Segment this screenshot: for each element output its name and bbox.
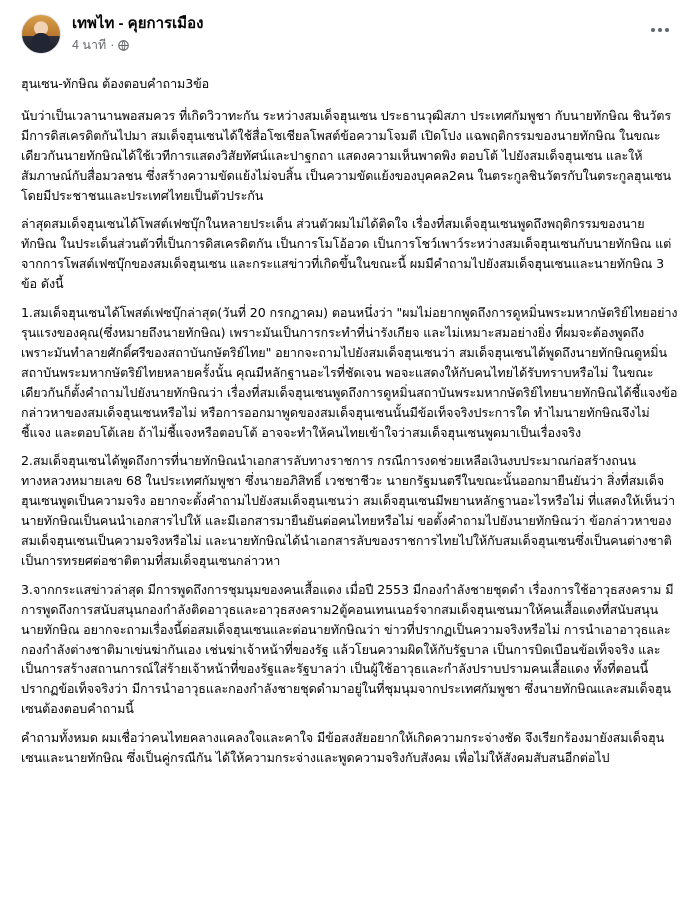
more-dot [665,28,669,32]
avatar[interactable] [21,14,61,54]
meta-separator: · [110,38,115,52]
post-timestamp[interactable]: 4 นาที [72,38,107,52]
post-paragraph: คำถามทั้งหมด ผมเชื่อว่าคนไทยคลางแคลงใจและคาใจ มีข้อสงสัยอยากให้เกิดความกระจ่างชัด จึงเรียกร้องมายังสมเด็จฮุนเซนและนายทักษิณ ซึ่งเป็นคู่กรณีกัน ได้ให้ความกระจ่างและพูดความจริงกับสังคม เพื่อไม่ให้สังคมสับสนอีกต่อไป [21,730,665,766]
globe-icon[interactable] [118,40,129,51]
author-block [72,14,203,55]
post-paragraph: 2.สมเด็จฮุนเซนได้พูดถึงการที่นายทักษิณนำเอกสารลับทางราชการ กรณีการงดช่วยเหลือเงินงบประมาณก่อสร้างถนนทางหลวงหมายเลข 68 ในประเทศกัมพูชา ซึ่งนายอภิสิทธิ์ เวชชาชีวะ นายกรัฐมนตรีในขณะนั้นออกมายืนยันว่า สิ่งที่สมเด็จฮุนเซนพูดเป็นความจริง อยากจะตั้งคำถามไปยังสมเด็จฮุนเซนว่า สมเด็จฮุนเซนมีพยานหลักฐานอะไรหรือไม่ ที่แสดงให้เห็นว่านายทักษิณเป็นคนนำเอกสารไปให้ และมีเอกสารมายืนยันต่อคนไทยหรือไม่ ขอตั้งคำถามไปยังนายทักษิณว่า ข้อกล่าวหาของสมเด็จฮุนเซนเป็นความจริงหรือไม่ และนายทักษิณได้นำเอกสารลับของราชการไทยไปให้กับสมเด็จฮุนเซนซึ่งเป็นคนต่างชาติ เป็นการทรยศต่อชาติตามที่สมเด็จฮุนเซนกล่าวหา [21,453,676,568]
post-paragraph: ล่าสุดสมเด็จฮุนเซนได้โพสต์เฟซบุ๊กในหลายประเด็น ส่วนตัวผมไม่ได้ติดใจ เรื่องที่สมเด็จฮุนเซนพูดถึงพฤติกรรมของนายทักษิณ ในประเด็นส่วนตัวที่เป็นการดิสเครดิตกัน เป็นการโมโอ้อวด เป็นการโชว์เพาว์ระหว่างสมเด็จฮุนเซนกับนายทักษิณ แต่จากการโพสต์เฟซบุ๊กของสมเด็จฮุนเซน และกระแสข่าวที่เกิดขึ้นในขณะนี้ ผมมีคำถามไปยังสมเด็จฮุนเซนและนายทักษิณ 3 ข้อ ดังนี้ [21,216,672,292]
more-options-icon[interactable] [646,20,674,40]
more-dot [651,28,655,32]
post-paragraph: 3.จากกระแสข่าวล่าสุด มีการพูดถึงการชุมนุมของคนเสื้อแดง เมื่อปี 2553 มีกองกำลังชายชุดดำ เรื่องการใช้อาวุธสงคราม มีการพูดถึงการสนับสนุนกองกำลังติดอาวุธและอาวุธสงคราม2ตู้คอนเทนเนอร์จากสมเด็จฮุนเซนมาให้คนเสื้อแดงที่สนับสนุนนายทักษิณ อยากจะถามเรื่องนี้ต่อสมเด็จฮุนเซนและต่อนายทักษิณว่า ข่าวที่ปรากฏเป็นความจริงหรือไม่ การนำเอาอาวุธและกองกำลังต่างชาติมาเข่นฆ่ากันเอง เช่นฆ่าเจ้าหน้าที่ของรัฐ แล้วโยนความผิดให้กับรัฐบาล เป็นการบิดเบือนข้อเท็จจริง และเป็นการสร้างสถานการณ์ใส่ร้ายเจ้าหน้าที่ของรัฐและรัฐบาลว่า เป็นผู้ใช้อาวุธและกำลังปราบปรามคนเสื้อแดง ทั้งที่ตอนนี้ปรากฏข้อเท็จจริงว่า มีการนำอาวุธและกองกำลังชายชุดดำมาอยู่ในที่ชุมนุมจากประเทศกัมพูชา ซึ่งนายทักษิณและสมเด็จฮุนเซนต้องตอบคำถามนี้ [21,581,674,717]
post-paragraph: 1.สมเด็จฮุนเซนได้โพสต์เฟซบุ๊กล่าสุด(วันที่ 20 กรกฎาคม) ตอนหนึ่งว่า "ผมไม่อยากพูดถึงการดูหมิ่นพระมหากษัตริย์ไทยอย่างรุนแรงของคุณ(ซึ่งหมายถึงนายทักษิณ) เพราะมันเป็นการกระทำที่น่ารังเกียจ และไม่เหมาะสมอย่างยิ่ง ที่ผมจะต้องพูดถึง เพราะมันทำลายศักดิ์ศรีของสถาบันกษัตริย์ไทย" อยากจะถามไปยังสมเด็จฮุนเซนว่า สมเด็จฮุนเซนได้พูดถึงนายทักษิณดูหมิ่นสถาบันพระมหากษัตริย์ไทยหลายครั้งนั้น คุณมีหลักฐานอะไรที่ชัดเจน พอจะแสดงให้กับคนไทยได้รับทราบหรือไม่ ในขณะเดียวกันก็ตั้งคำถามไปยังนายทักษิณว่า เรื่องที่สมเด็จฮุนเซนพูดถึงการดูหมิ่นสถาบันพระมหากษัตริย์ไทยนายทักษิณได้ชี้แจงข้อกล่าวหาของสมเด็จฮุนเซนหรือไม่ หรือการออกมาพูดของสมเด็จฮุนเซนนั้นมีข้อเท็จจริงประการใด ทำไมนายทักษิณจึงไม่ชี้แจง และตอบโต้เลย ถ้าไม่ชี้แจงหรือตอบโต้ อาจจะทำให้คนไทยเข้าใจว่าสมเด็จฮุนเซนพูดมาเป็นเรื่องจริง [21,305,678,440]
avatar-figure [32,33,50,54]
post-paragraph: นับว่าเป็นเวลานานพอสมควร ที่เกิดวิวาทะกัน ระหว่างสมเด็จฮุนเซน ประธานวุฒิสภา ประเทศกัมพูชา กับนายทักษิณ ชินวัตร มีการดิสเครดิตกันไปมา สมเด็จฮุนเซนได้ใช้สื่อโซเชียลโพสต์ข้อความโจมตี เปิดโปง แฉพฤติกรรมของนายทักษิณ ในขณะเดียวกันนายทักษิณได้ใช้เวทีการแสดงวิสัยทัศน์และปาฐกถา แสดงความเห็นพาดพิง ตอบโต้ ไปยังสมเด็จฮุนเซน และให้สัมภาษณ์กับสื่อมวลชน ซึ่งสร้างความขัดแย้งไม่จบสิ้น เป็นความขัดแย้งของบุคคล2คน ในตระกูลชินวัตรกับในตระกูลฮุนเซน โดยมีประชาชนและประเทศไทยเป็นตัวประกัน [21,107,672,203]
post-headline: ฮุนเซน-ทักษิณ ต้องตอบคำถาม3ข้อ [21,76,210,91]
more-dot [658,28,662,32]
author-name[interactable]: เทพไท - คุยการเมือง [72,15,204,32]
post-header [21,14,678,64]
post-meta [72,35,203,55]
post-body [21,74,678,768]
